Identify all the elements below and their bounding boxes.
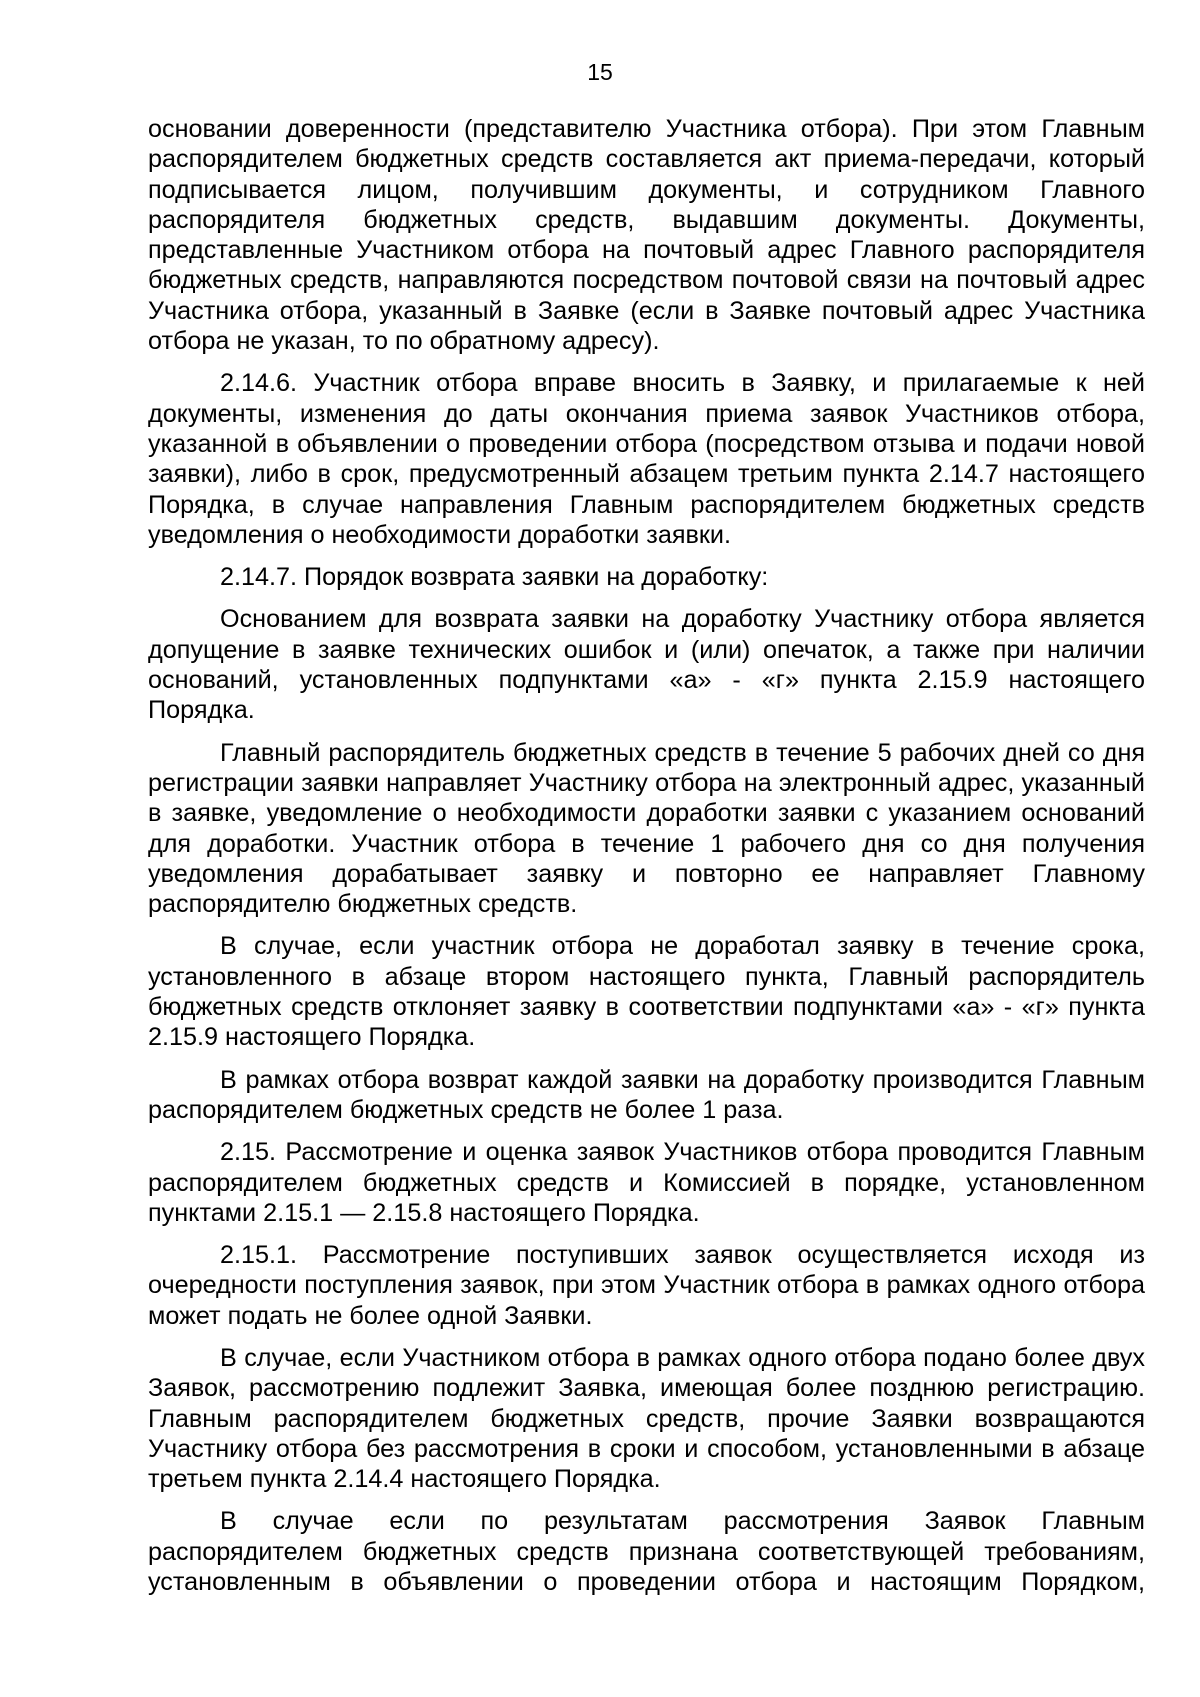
paragraph-2-14-6: 2.14.6. Участник отбора вправе вносить в Заявку, и прилагаемые к ней документы, изменения до даты окончания приема заявок Участников отбора, указанной в объявлении о проведении отбора (посредством отзыва и подачи новой заявки), либо в срок, предусмотренный абзацем третьим пункта 2.14.7 настоящего Порядка, в случае направления Главным распорядителем бюджетных средств уведомления о необходимости доработки заявки. <box>148 369 1145 549</box>
page-number: 15 <box>587 59 613 85</box>
paragraph-multiple-applications: В случае, если Участником отбора в рамках одного отбора подано более двух Заявок, рассмотрению подлежит Заявка, имеющая более позднюю регистрацию. Главным распорядителем бюджетных средств, прочие Заявки возвращаются Участнику отбора без рассмотрения в сроки и способом, установленными в абзаце третьем пункта 2.14.4 настоящего Порядка. <box>148 1343 1145 1494</box>
paragraph-review-results: В случае если по результатам рассмотрения Заявок Главным распорядителем бюджетных средств признана соответствующей требованиям, установленным в объявлении о проведении отбора и настоящим Порядком, <box>148 1507 1145 1597</box>
paragraph-2-14-7-heading: 2.14.7. Порядок возврата заявки на доработку: <box>220 563 769 592</box>
paragraph-return-limit: В рамках отбора возврат каждой заявки на доработку производится Главным распорядителем бюджетных средств не более 1 раза. <box>148 1065 1145 1124</box>
paragraph-return-grounds: Основанием для возврата заявки на доработку Участнику отбора является допущение в заявке технических ошибок и (или) опечаток, а также при наличии оснований, установленных подпунктами «а» - «г» пункта 2.15.9 настоящего Порядка. <box>148 605 1145 725</box>
paragraph-continuation: основании доверенности (представителю Участника отбора). При этом Главным распорядителем бюджетных средств составляется акт приема-передачи, который подписывается лицом, получившим документы, и сотрудником Главного распорядителя бюджетных средств, выдавшим документы. Документы, представленные Участником отбора на почтовый адрес Главного распорядителя бюджетных средств, направляются посредством почтовой связи на почтовый адрес Участника отбора, указанный в Заявке (если в Заявке почтовый адрес Участника отбора не указан, то по обратному адресу). <box>148 115 1145 356</box>
paragraph-2-15-1: 2.15.1. Рассмотрение поступивших заявок осуществляется исходя из очередности поступления заявок, при этом Участник отбора в рамках одного отбора может подать не более одной Заявки. <box>148 1241 1145 1330</box>
document-body <box>148 114 1145 1609</box>
paragraph-2-15: 2.15. Рассмотрение и оценка заявок Участников отбора проводится Главным распорядителем бюджетных средств и Комиссией в порядке, установленном пунктами 2.15.1 — 2.15.8 настоящего Порядка. <box>148 1138 1145 1227</box>
paragraph-not-revised: В случае, если участник отбора не доработал заявку в течение срока, установленного в абзаце втором настоящего пункта, Главный распорядитель бюджетных средств отклоняет заявку в соответствии подпунктами «а» - «г» пункта 2.15.9 настоящего Порядка. <box>148 932 1145 1052</box>
paragraph-return-procedure: Главный распорядитель бюджетных средств в течение 5 рабочих дней со дня регистрации заявки направляет Участнику отбора на электронный адрес, указанный в заявке, уведомление о необходимости доработки заявки с указанием оснований для доработки. Участник отбора в течение 1 рабочего дня со дня получения уведомления дорабатывает заявку и повторно ее направляет Главному распорядителю бюджетных средств. <box>148 738 1145 919</box>
